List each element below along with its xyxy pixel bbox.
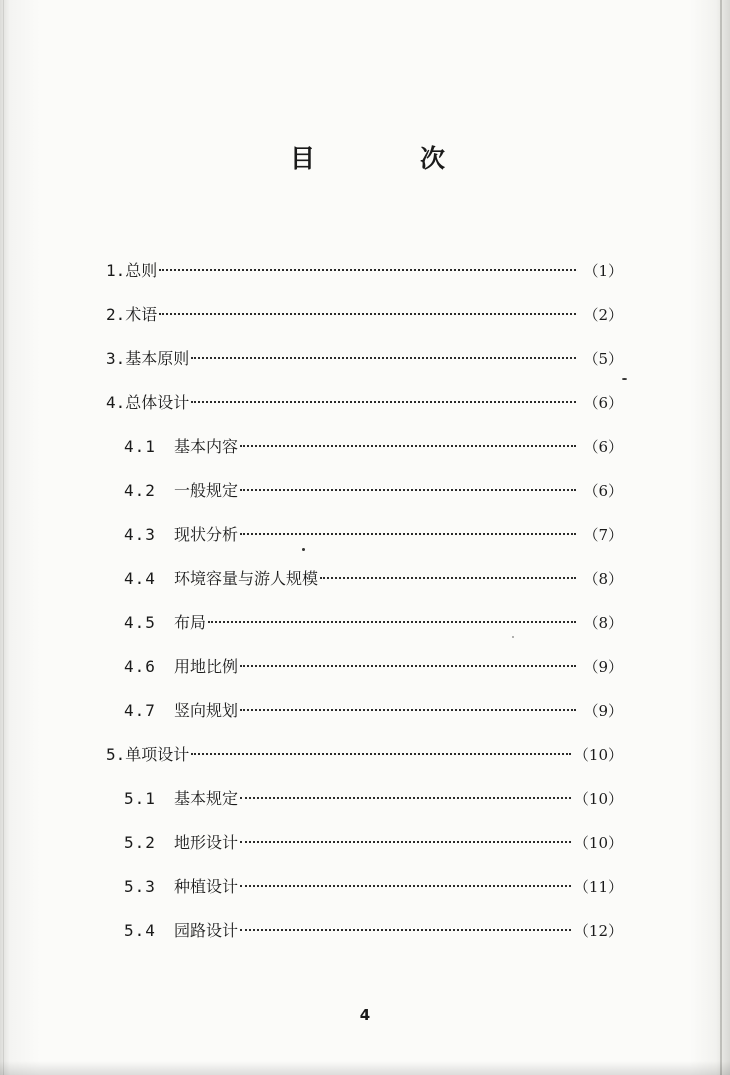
dot-leader (240, 488, 576, 491)
toc-entry[interactable] (106, 346, 623, 372)
toc-subentry[interactable] (124, 478, 623, 504)
toc-subentry[interactable] (124, 918, 623, 944)
toc-subentry[interactable] (124, 566, 623, 592)
toc-entry-label: 种植设计 (174, 877, 239, 896)
toc-entry-page: （9） (583, 702, 623, 720)
toc-entry-page: （2） (583, 306, 623, 324)
toc-entry-page: （9） (583, 658, 623, 676)
toc-entry-number: 5.3 (124, 877, 156, 896)
toc-entry-page: （6） (583, 482, 623, 500)
page-title (0, 143, 730, 177)
toc-entry[interactable] (106, 390, 623, 416)
toc-entry-label: 现状分析 (174, 525, 239, 544)
dot-leader (240, 708, 576, 711)
toc-subentry[interactable] (124, 874, 623, 900)
toc-entry-page: （10） (573, 834, 623, 852)
toc-entry-page: （10） (573, 746, 623, 764)
toc-entry-page: （10） (573, 790, 623, 808)
toc-entry-label: 园路设计 (174, 921, 239, 940)
dot-leader (191, 356, 576, 359)
scan-speck (302, 548, 305, 551)
toc-entry-number: 1. (106, 261, 126, 280)
toc-subentry[interactable] (124, 786, 623, 812)
toc-entry-number: 5.1 (124, 789, 156, 808)
toc-entry-page: （8） (583, 614, 623, 632)
toc-entry-label: 环境容量与游人规模 (174, 569, 319, 588)
toc-entry-label: 地形设计 (174, 833, 239, 852)
toc-subentry[interactable] (124, 434, 623, 460)
toc-entry-number: 2. (106, 305, 126, 324)
toc-entry-page: （1） (583, 262, 623, 280)
toc-entry-label: 基本原则 (125, 349, 190, 368)
toc-entry-page: （12） (573, 922, 623, 940)
toc-entry[interactable] (106, 742, 623, 768)
toc-entry-page: （6） (583, 438, 623, 456)
toc-entry[interactable] (106, 258, 623, 284)
toc-entry-number: 4.2 (124, 481, 156, 500)
toc-subentry[interactable] (124, 610, 623, 636)
dot-leader (240, 444, 576, 447)
toc-entry-label: 总则 (125, 261, 158, 280)
toc-entry-label: 总体设计 (125, 393, 190, 412)
toc-entry-label: 布局 (174, 613, 207, 632)
page-bottom-shadow (0, 1061, 730, 1075)
dot-leader (240, 664, 576, 667)
toc-entry-page: （6） (583, 394, 623, 412)
toc-entry-label: 基本规定 (174, 789, 239, 808)
toc-entry-number: 5. (106, 745, 126, 764)
toc-entry-page: （8） (583, 570, 623, 588)
toc-entry-number: 4.7 (124, 701, 156, 720)
toc-entry-label: 用地比例 (174, 657, 239, 676)
toc-subentry[interactable] (124, 522, 623, 548)
dot-leader (240, 840, 571, 843)
toc-entry-label: 基本内容 (174, 437, 239, 456)
dot-leader (159, 312, 576, 315)
dot-leader (240, 796, 571, 799)
dot-leader (191, 752, 571, 755)
dot-leader (191, 400, 576, 403)
toc-entry-page: （11） (573, 878, 623, 896)
toc-entry-number: 5.2 (124, 833, 156, 852)
toc-entry-label: 术语 (125, 305, 158, 324)
toc-entry-number: 4.4 (124, 569, 156, 588)
toc-entry-number: 4.6 (124, 657, 156, 676)
page-number: 4 (359, 1006, 371, 1024)
toc-subentry[interactable] (124, 698, 623, 724)
dot-leader (159, 268, 576, 271)
toc-entry-number: 4.1 (124, 437, 156, 456)
dot-leader (240, 928, 571, 931)
scan-speck (512, 636, 514, 638)
scan-speck (622, 378, 627, 380)
toc-entry-label: 单项设计 (125, 745, 190, 764)
title-char-1: 目 (290, 144, 316, 173)
dot-leader (320, 576, 576, 579)
dot-leader (240, 532, 576, 535)
dot-leader (208, 620, 576, 623)
toc-entry-page: （5） (583, 350, 623, 368)
toc-entry[interactable] (106, 302, 623, 328)
toc-entry-page: （7） (583, 526, 623, 544)
toc-entry-label: 一般规定 (174, 481, 239, 500)
toc-entry-label: 竖向规划 (174, 701, 239, 720)
toc-entry-number: 3. (106, 349, 126, 368)
toc-entry-number: 4.5 (124, 613, 156, 632)
toc-subentry[interactable] (124, 654, 623, 680)
toc-subentry[interactable] (124, 830, 623, 856)
toc-entry-number: 5.4 (124, 921, 156, 940)
title-char-2: 次 (420, 144, 446, 173)
toc-entry-number: 4. (106, 393, 126, 412)
dot-leader (240, 884, 571, 887)
toc-entry-number: 4.3 (124, 525, 156, 544)
